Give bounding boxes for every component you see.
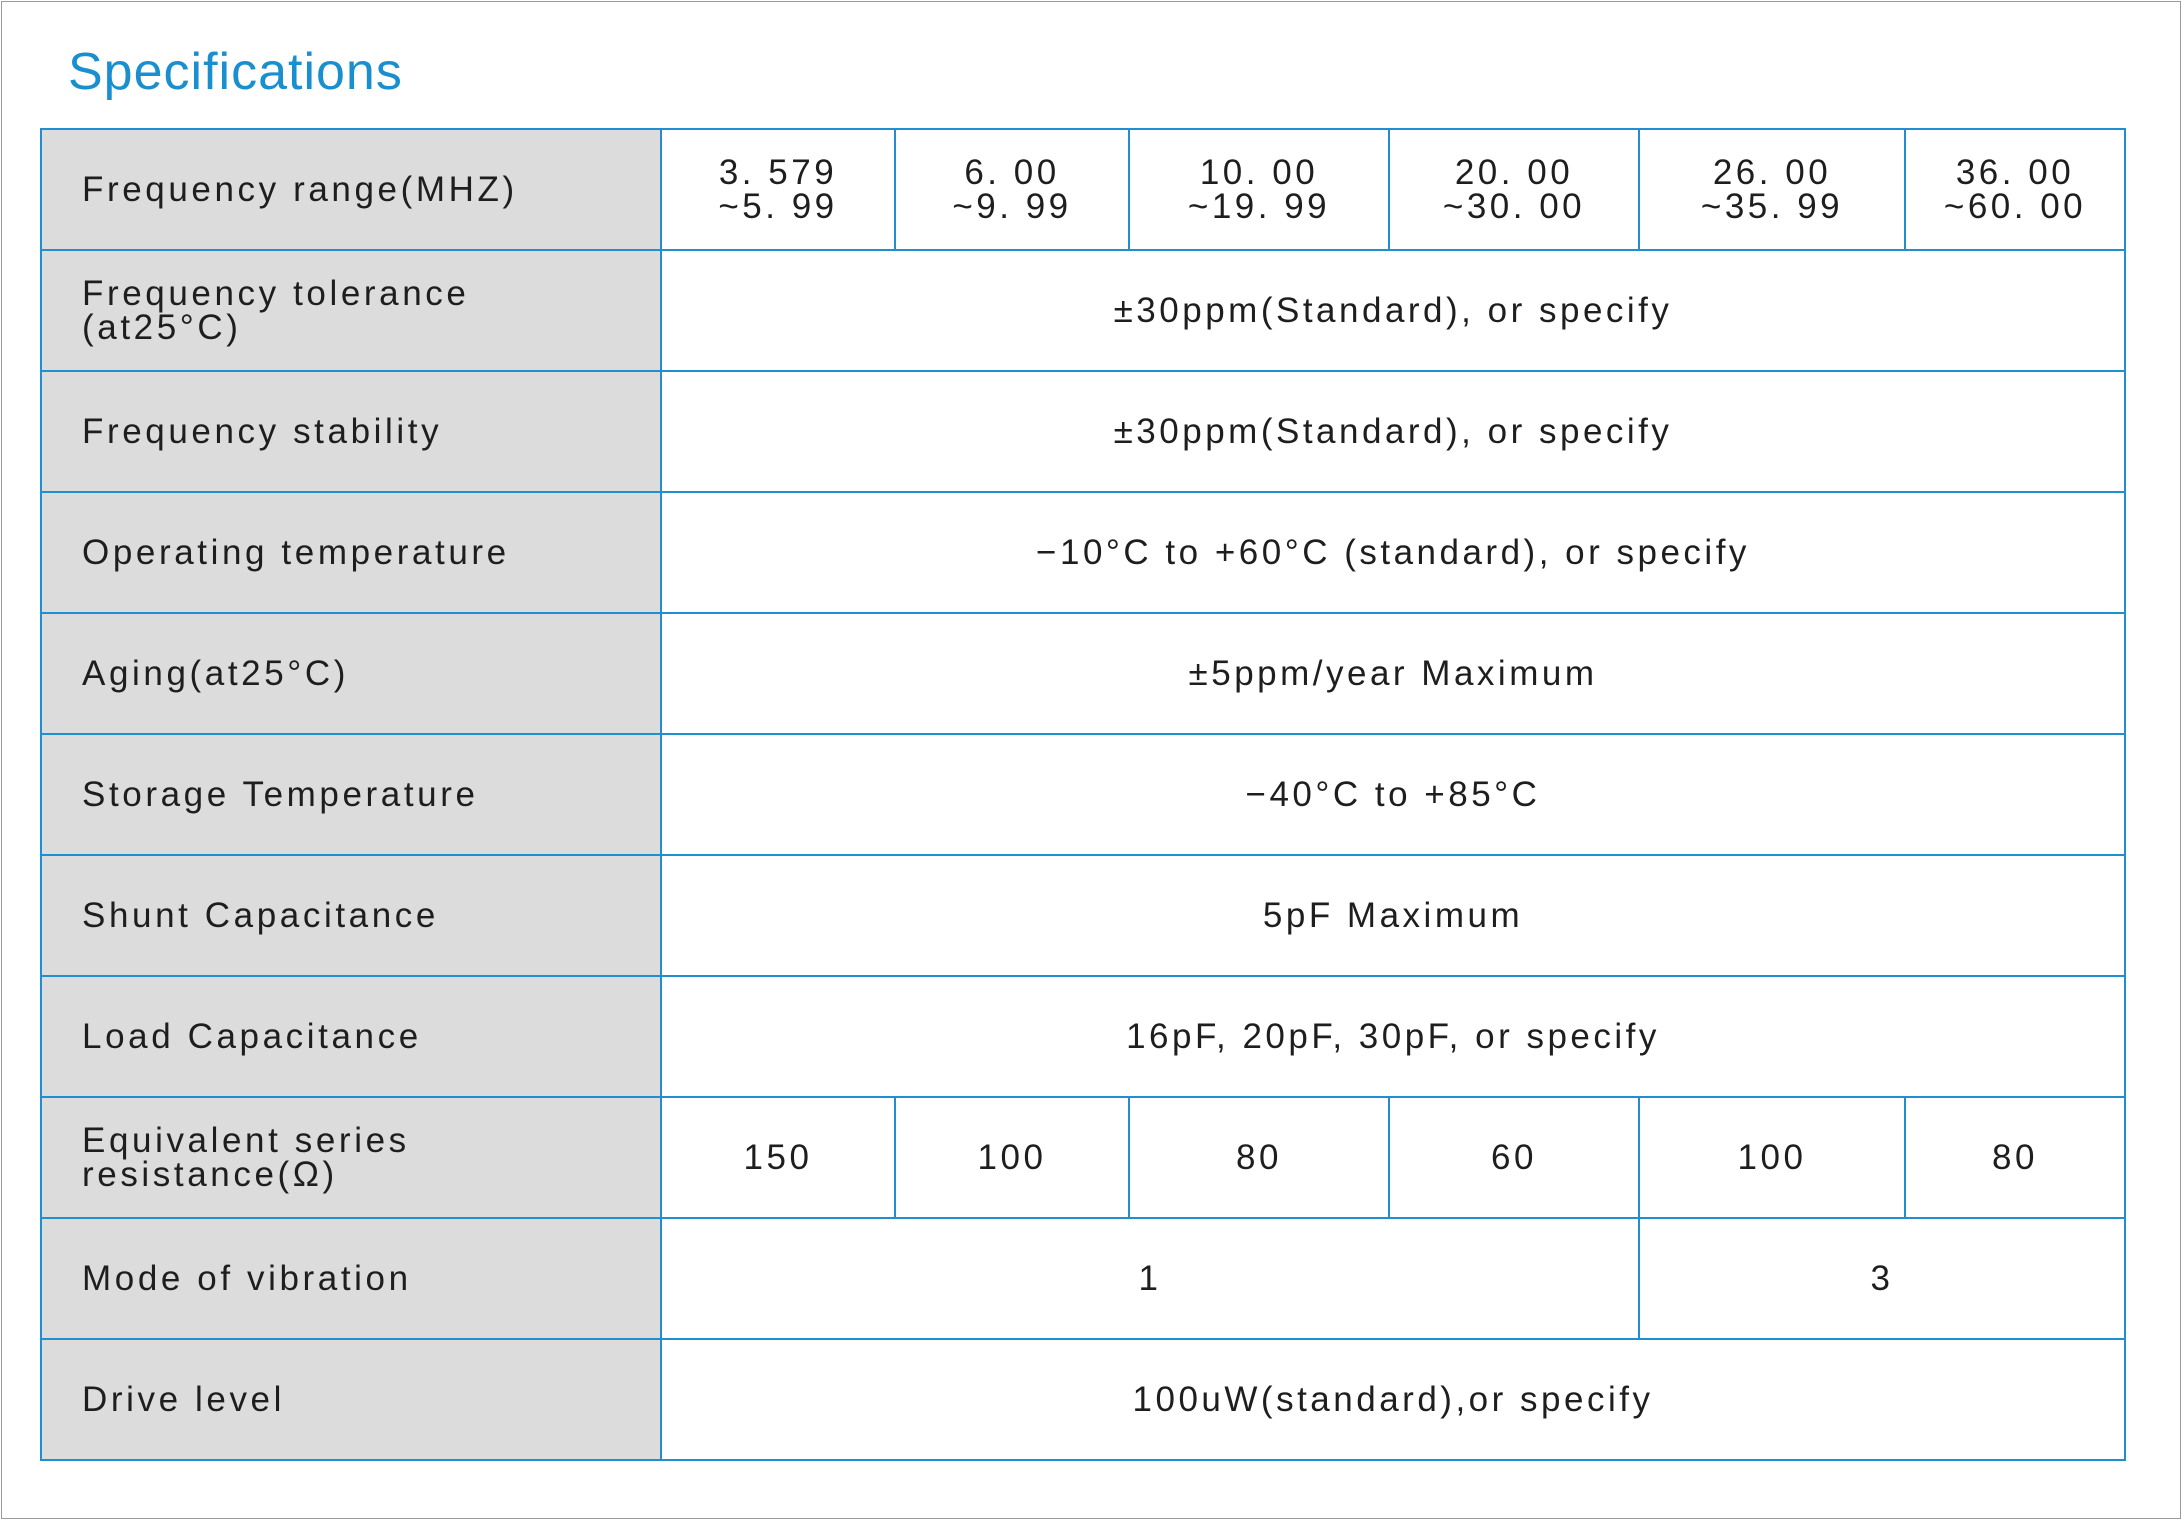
specifications-table (40, 128, 2126, 1461)
row-equivalent-series-resistance (41, 1097, 2125, 1218)
row-value: ±30ppm(Standard), or specify (661, 371, 2125, 492)
resistance-value: 150 (661, 1097, 895, 1218)
frequency-from: 20. 00 (1454, 152, 1574, 192)
resistance-value: 80 (1129, 1097, 1389, 1218)
frequency-from: 26. 00 (1712, 152, 1832, 192)
resistance-value: 100 (895, 1097, 1129, 1218)
frequency-to: ~9. 99 (952, 186, 1072, 226)
row-label: Frequency stability (41, 371, 661, 492)
row-aging (41, 613, 2125, 734)
frequency-range-cell (1389, 129, 1639, 250)
row-label: Load Capacitance (41, 976, 661, 1097)
row-frequency-range (41, 129, 2125, 250)
row-frequency-tolerance (41, 250, 2125, 371)
row-label: Drive level (41, 1339, 661, 1460)
row-label: Mode of vibration (41, 1218, 661, 1339)
frequency-to: ~30. 00 (1442, 186, 1586, 226)
resistance-value: 100 (1639, 1097, 1905, 1218)
frequency-to: ~19. 99 (1187, 186, 1331, 226)
frequency-range-cell (1639, 129, 1905, 250)
row-value: 5pF Maximum (661, 855, 2125, 976)
row-label (41, 250, 661, 371)
row-operating-temperature (41, 492, 2125, 613)
row-frequency-stability (41, 371, 2125, 492)
row-label-line: Equivalent series (82, 1120, 410, 1160)
frequency-to: ~35. 99 (1700, 186, 1844, 226)
row-label-line: resistance(Ω) (82, 1154, 338, 1194)
row-label: Aging(at25°C) (41, 613, 661, 734)
row-label: Shunt Capacitance (41, 855, 661, 976)
row-label-line: (at25°C) (82, 307, 242, 347)
page-title: Specifications (68, 43, 403, 101)
row-value: −10°C to +60°C (standard), or specify (661, 492, 2125, 613)
row-label: Operating temperature (41, 492, 661, 613)
row-value: −40°C to +85°C (661, 734, 2125, 855)
row-label: Frequency range(MHZ) (41, 129, 661, 250)
frequency-from: 36. 00 (1955, 152, 2075, 192)
frequency-from: 6. 00 (964, 152, 1060, 192)
row-label-line: Frequency tolerance (82, 273, 470, 313)
row-label: Storage Temperature (41, 734, 661, 855)
row-mode-of-vibration (41, 1218, 2125, 1339)
vibration-mode-value: 1 (661, 1218, 1639, 1339)
vibration-mode-value: 3 (1639, 1218, 2125, 1339)
frequency-to: ~60. 00 (1943, 186, 2087, 226)
resistance-value: 80 (1905, 1097, 2125, 1218)
frequency-range-cell (661, 129, 895, 250)
row-drive-level (41, 1339, 2125, 1460)
frequency-to: ~5. 99 (718, 186, 838, 226)
row-value: 100uW(standard),or specify (661, 1339, 2125, 1460)
row-load-capacitance (41, 976, 2125, 1097)
frequency-range-cell (895, 129, 1129, 250)
row-value: ±5ppm/year Maximum (661, 613, 2125, 734)
row-value: ±30ppm(Standard), or specify (661, 250, 2125, 371)
row-storage-temperature (41, 734, 2125, 855)
frequency-range-cell (1129, 129, 1389, 250)
frequency-from: 3. 579 (718, 152, 838, 192)
frequency-from: 10. 00 (1199, 152, 1319, 192)
row-shunt-capacitance (41, 855, 2125, 976)
row-value: 16pF, 20pF, 30pF, or specify (661, 976, 2125, 1097)
row-label (41, 1097, 661, 1218)
resistance-value: 60 (1389, 1097, 1639, 1218)
frequency-range-cell (1905, 129, 2125, 250)
